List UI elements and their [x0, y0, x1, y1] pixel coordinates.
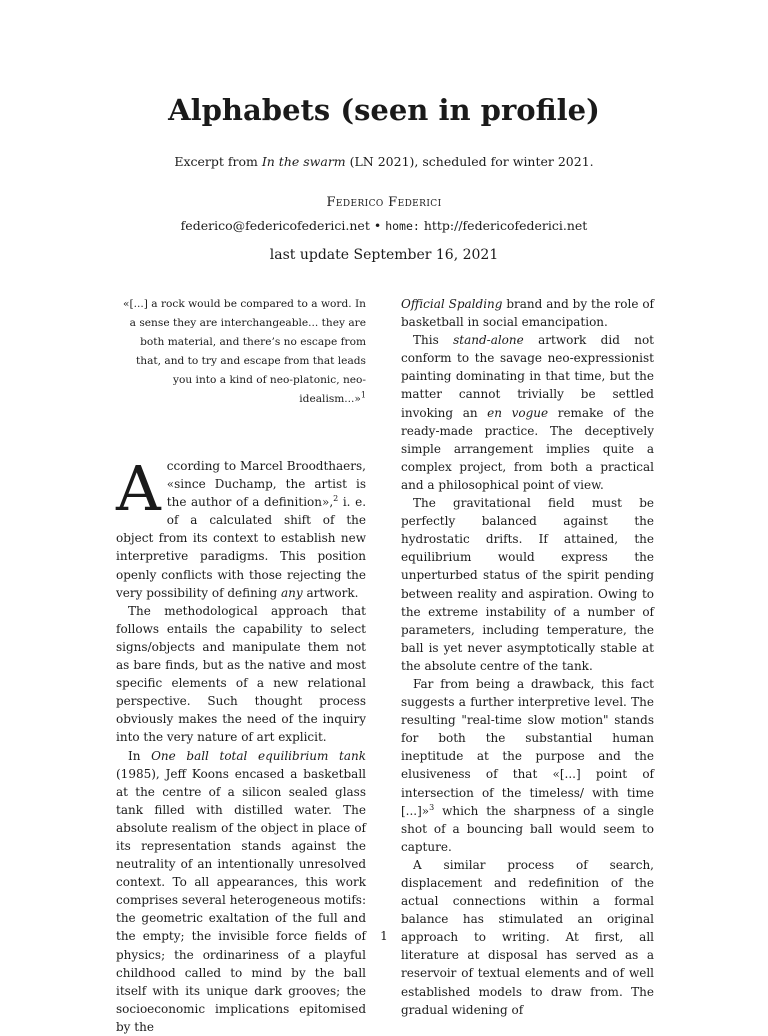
footnote-mark-1: 1: [361, 390, 366, 399]
footnote-mark-3: 3: [429, 803, 434, 812]
author-contact: [0, 216, 768, 236]
intro-text-a: ccording to Marcel Broodthaers, «since Duchamp, the artist is the author of a definition»,: [167, 459, 366, 509]
drawback-text-b: which the sharpness of a single shot of a bouncing ball would seem to capture.: [401, 804, 654, 854]
page-number: 1: [0, 926, 768, 946]
epigraph-text: «[...] a rock would be compared to a word. In a sense they are interchangeable... they are both material, and there’s no escape from that, and to try and escape from that leads you into a kind of neo-platonic, neo-idealism...»: [123, 298, 366, 405]
left-column: [116, 295, 366, 1036]
paragraph-koons: [116, 747, 366, 1036]
intro-text-c: artwork.: [303, 586, 359, 600]
subtitle-book-title: In the swarm: [262, 154, 346, 169]
stand-alone-text-c: remake of the ready-made practice. The deceptively simple arrangement implies quite a complex project, from both a practical and a philosophical point of view.: [401, 406, 654, 492]
koons-text-b: (1985), Jeff Koons encased a basketball at the centre of a silicon sealed glass tank filled with distilled water. The absolute realism of the object in place of its representation stands against the neutrality of an intentionally unresolved context. To all appearances, this work comprises several heterogeneous motifs: the geometric exaltation of the full and the empty; the invisible force fields of physics; the ordinariness of a playful childhood called to mind by the ball itself with its unique dark grooves; the socioeconomic implications epitomised by the: [116, 767, 366, 1034]
drop-cap: A: [116, 460, 161, 514]
stand-alone-text-a: This: [413, 333, 453, 347]
paragraph-drawback: [401, 675, 654, 856]
last-update-date: last update September 16, 2021: [0, 244, 768, 266]
bullet-separator: •: [374, 218, 381, 233]
paragraph-intro: [116, 457, 366, 602]
drawback-text-a: Far from being a drawback, this fact suggests a further interpretive level. The resulting "real-time slow motion" stands for both the substantial human ineptitude at the purpose and the elusiveness of that «[...] point of intersection of the timeless/ with time [...]»: [401, 677, 654, 818]
paragraph-gravitational: The gravitational field must be perfectly balanced against the hydrostatic drifts. If attained, the equilibrium would express the unperturbed status of the spirit pending between reality and aspiration. Owing to the extreme instability of a number of parameters, including temperature, the ball is yet never asymptotically stable at the absolute centre of the tank.: [401, 494, 654, 675]
author-email-link[interactable]: federico@federicofederici.net: [181, 218, 370, 233]
footnote-mark-2: 2: [333, 494, 338, 503]
paragraph-methodology: The methodological approach that follows entails the capability to select signs/objects and manipulate them not as bare finds, but as the native and most specific elements of a new relational perspective. Such thought process obviously makes the need of the inquiry into the very nature of art explicit.: [116, 602, 366, 747]
subtitle-suffix: (LN 2021), scheduled for winter 2021.: [346, 154, 594, 169]
intro-text-b: i. e. of a calculated shift of the object from its context to establish new interpretive paradigms. This position openly conflicts with those rejecting the very possibility of defining: [116, 495, 366, 599]
spalding-brand: Official Spalding: [401, 297, 502, 311]
paragraph-stand-alone: [401, 331, 654, 494]
home-label: home:: [385, 219, 420, 233]
spalding-text: brand and by the role of basketball in social emancipation.: [401, 297, 654, 329]
en-vogue-emphasis: en vogue: [487, 406, 548, 420]
right-column: [401, 295, 654, 1019]
paragraph-similar-process: A similar process of search, displacement and redefinition of the actual connections within a formal balance has stimulated an original approach to writing. At first, all literature at disposal has served as a reservoir of textual elements and of well established models to draw from. The gradual widening of: [401, 856, 654, 1019]
paper-subtitle: [0, 152, 768, 172]
koons-artwork-title: One ball total equilibrium tank: [151, 749, 366, 763]
author-name: Federico Federici: [0, 193, 768, 213]
intro-emphasis: any: [281, 586, 303, 600]
subtitle-prefix: Excerpt from: [174, 154, 262, 169]
paragraph-spalding: [401, 295, 654, 331]
home-url-link[interactable]: http://federicofederici.net: [424, 218, 588, 233]
koons-text-a: In: [128, 749, 151, 763]
paper-title: Alphabets (seen in profile): [0, 88, 768, 132]
stand-alone-emphasis: stand-alone: [453, 333, 524, 347]
epigraph: [116, 295, 366, 409]
stand-alone-text-b: artwork did not conform to the savage neo-expressionist painting dominating in that time, but the matter cannot trivially be settled invoking an: [401, 333, 654, 419]
